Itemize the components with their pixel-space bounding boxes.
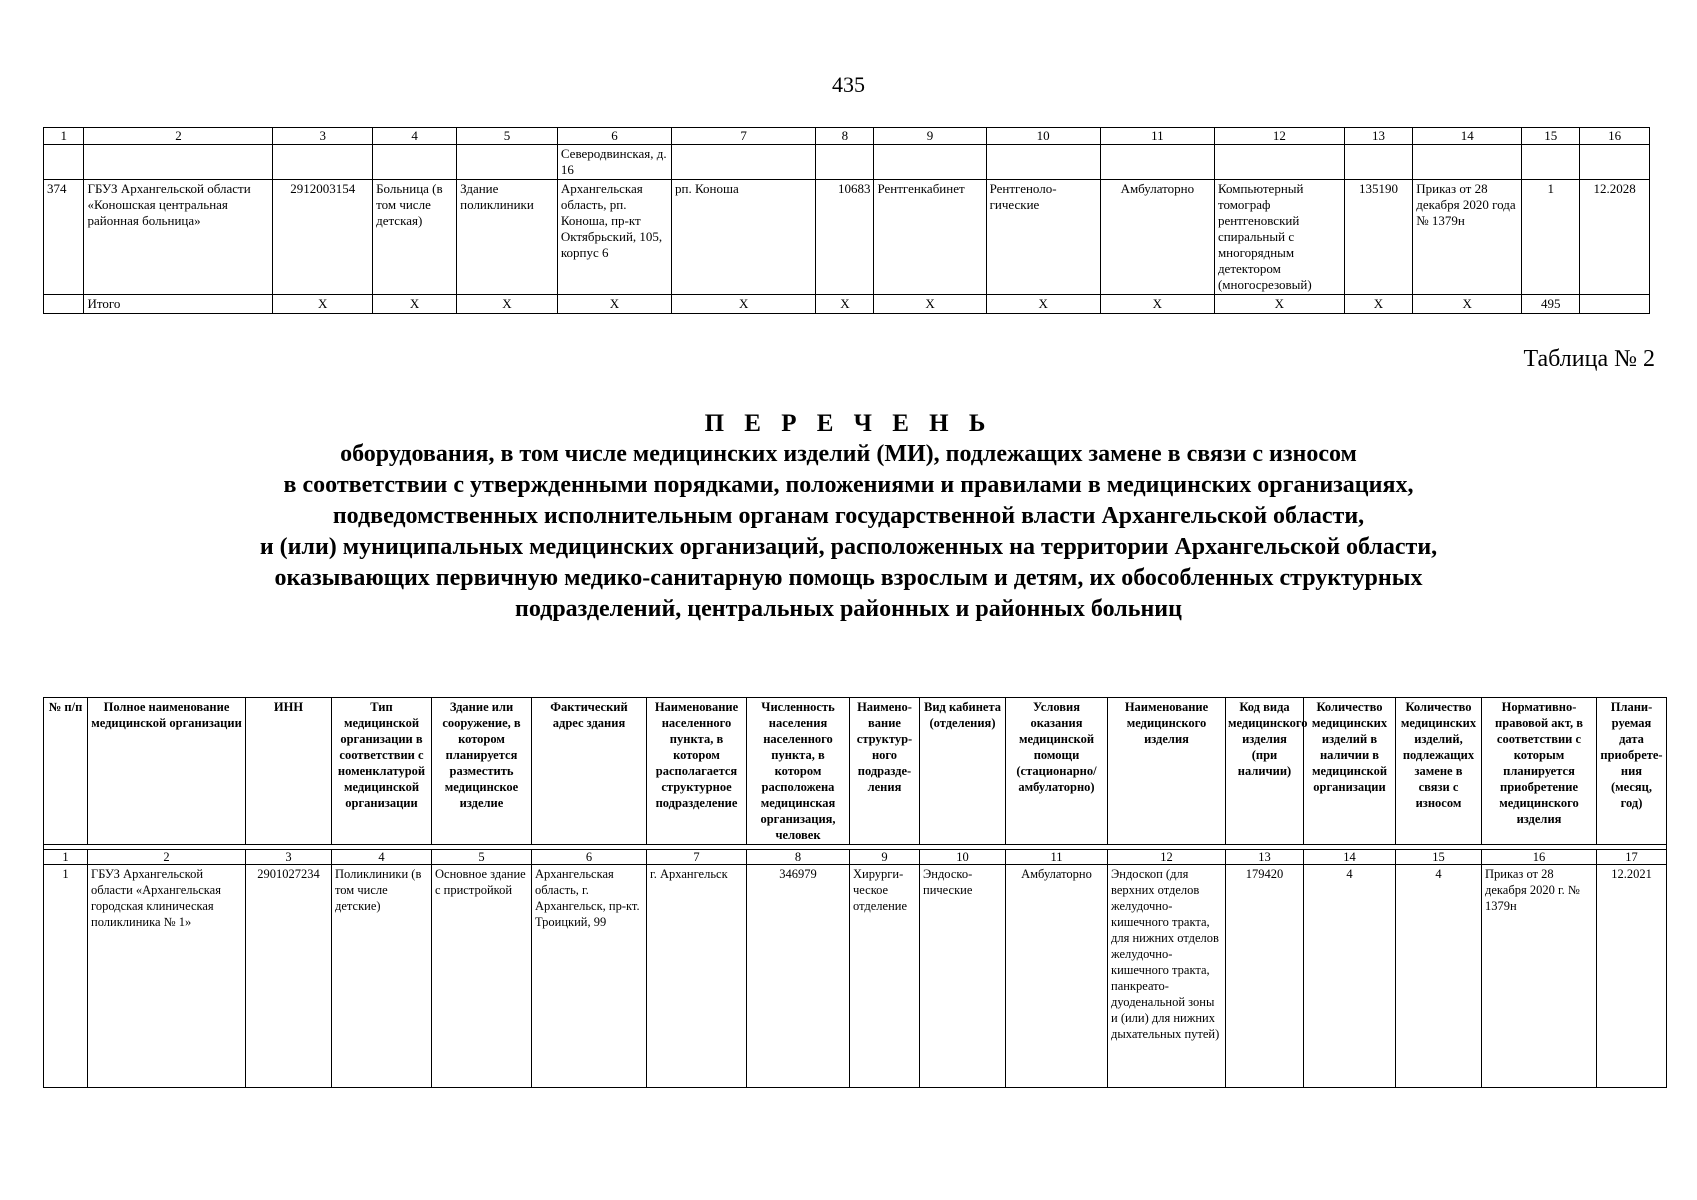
x-mark: X — [874, 295, 986, 314]
column-number: 3 — [246, 850, 332, 865]
column-number: 2 — [88, 850, 246, 865]
column-number: 1 — [44, 128, 84, 145]
inn-cell: 2901027234 — [246, 865, 332, 1088]
room-type-cell: Рентгеноло-гические — [986, 180, 1100, 295]
column-number: 8 — [747, 850, 850, 865]
column-number-row — [44, 128, 1650, 145]
x-mark: X — [1413, 295, 1522, 314]
date-cell: 12.2021 — [1597, 865, 1667, 1088]
column-number: 4 — [373, 128, 457, 145]
column-number: 1 — [44, 850, 88, 865]
column-number: 12 — [1108, 850, 1226, 865]
title-heading: П Е Р Е Ч Е Н Ь — [704, 410, 993, 437]
x-mark: X — [1344, 295, 1413, 314]
row-number: 1 — [44, 865, 88, 1088]
settlement-cell: рп. Коноша — [672, 180, 816, 295]
org-type-cell: Поликлиники (в том числе детские) — [332, 865, 432, 1088]
column-number: 4 — [332, 850, 432, 865]
column-number: 7 — [647, 850, 747, 865]
column-number: 10 — [986, 128, 1100, 145]
conditions-cell: Амбулаторно — [1006, 865, 1108, 1088]
column-number: 16 — [1580, 128, 1650, 145]
qty-cell: 1 — [1522, 180, 1580, 295]
title-line: подведомственных исполнительным органам государственной власти Архангельской области, — [332, 503, 1365, 529]
settlement-cell: г. Архангельск — [647, 865, 747, 1088]
code-cell: 179420 — [1226, 865, 1304, 1088]
column-number: 3 — [273, 128, 373, 145]
unit-cell: Рентгенкабинет — [874, 180, 986, 295]
column-number: 14 — [1413, 128, 1522, 145]
column-header: Нормативно-правовой акт, в соответствии с которым планируется приобретение медицинского изделия — [1482, 698, 1597, 845]
column-number: 15 — [1396, 850, 1482, 865]
code-cell: 135190 — [1344, 180, 1413, 295]
title-line: оборудования, в том числе медицинских изделий (МИ), подлежащих замене в связи с износом — [340, 441, 1357, 467]
conditions-cell: Амбулаторно — [1100, 180, 1214, 295]
column-header: Количество медицинских изделий в наличии в медицинской организации — [1304, 698, 1396, 845]
title-line: оказывающих первичную медико-санитарную помощь взрослым и детям, их обособленных структурных — [274, 565, 1423, 591]
table-row — [44, 180, 1650, 295]
x-mark: X — [373, 295, 457, 314]
x-mark: X — [1100, 295, 1214, 314]
column-number-row — [44, 850, 1667, 865]
column-header: № п/п — [44, 698, 88, 845]
address-cell: Северодвинская, д. 16 — [557, 145, 671, 180]
table-row — [44, 145, 1650, 180]
column-header: Наименование населенного пункта, в котором располагается структурное подразделение — [647, 698, 747, 845]
address-cell: Архангельская область, г. Архангельск, пр-кт. Троицкий, 99 — [532, 865, 647, 1088]
population-cell: 346979 — [747, 865, 850, 1088]
column-header: Фактический адрес здания — [532, 698, 647, 845]
column-header: Условия оказания медицинской помощи (стационарно/ амбулаторно) — [1006, 698, 1108, 845]
column-number: 9 — [850, 850, 920, 865]
equipment-table-continued — [43, 127, 1650, 314]
page-number: 435 — [832, 72, 865, 97]
column-number: 11 — [1006, 850, 1108, 865]
building-cell: Основное здание с пристройкой — [432, 865, 532, 1088]
total-row — [44, 295, 1650, 314]
column-header: Тип медицинской организации в соответствии с номенклатурой медицинской организации — [332, 698, 432, 845]
column-header: ИНН — [246, 698, 332, 845]
column-number: 5 — [457, 128, 558, 145]
qty-replace-cell: 4 — [1396, 865, 1482, 1088]
column-number: 16 — [1482, 850, 1597, 865]
building-cell: Здание поликлиники — [457, 180, 558, 295]
column-number: 6 — [557, 128, 671, 145]
column-header: Вид кабинета (отделения) — [920, 698, 1006, 845]
x-mark: X — [986, 295, 1100, 314]
device-cell: Компьютерный томограф рентгеновский спиральный с многорядным детектором (многосрезовый) — [1214, 180, 1344, 295]
column-number: 15 — [1522, 128, 1580, 145]
row-number: 374 — [44, 180, 84, 295]
column-header: Количество медицинских изделий, подлежащих замене в связи с износом — [1396, 698, 1482, 845]
column-number: 5 — [432, 850, 532, 865]
x-mark: X — [557, 295, 671, 314]
x-mark: X — [273, 295, 373, 314]
column-number: 10 — [920, 850, 1006, 865]
table-label: Таблица № 2 — [1523, 346, 1655, 372]
act-cell: Приказ от 28 декабря 2020 г. № 1379н — [1482, 865, 1597, 1088]
document-title — [0, 408, 1697, 625]
address-cell: Архангельская область, рп. Коноша, пр-кт Октябрьский, 105, корпус 6 — [557, 180, 671, 295]
x-mark: X — [672, 295, 816, 314]
room-type-cell: Эндоско-пические — [920, 865, 1006, 1088]
org-name-cell: ГБУЗ Архангельской области «Коношская центральная районная больница» — [84, 180, 273, 295]
column-number: 12 — [1214, 128, 1344, 145]
column-header: Полное наименование медицинской организации — [88, 698, 246, 845]
act-cell: Приказ от 28 декабря 2020 года № 1379н — [1413, 180, 1522, 295]
column-number: 9 — [874, 128, 986, 145]
x-mark: X — [1214, 295, 1344, 314]
total-label: Итого — [84, 295, 273, 314]
column-number: 13 — [1344, 128, 1413, 145]
column-number: 6 — [532, 850, 647, 865]
org-name-cell: ГБУЗ Архангельской области «Архангельская городская клиническая поликлиника № 1» — [88, 865, 246, 1088]
column-header: Плани-руемая дата приобрете-ния (месяц, год) — [1597, 698, 1667, 845]
column-number: 13 — [1226, 850, 1304, 865]
header-row — [44, 698, 1667, 845]
column-number: 17 — [1597, 850, 1667, 865]
qty-have-cell: 4 — [1304, 865, 1396, 1088]
title-line: в соответствии с утвержденными порядками, положениями и правилами в медицинских организациях, — [283, 472, 1414, 498]
population-cell: 10683 — [816, 180, 874, 295]
org-type-cell: Больница (в том числе детская) — [373, 180, 457, 295]
column-number: 8 — [816, 128, 874, 145]
title-line: и (или) муниципальных медицинских организаций, расположенных на территории Архангельской области, — [259, 534, 1438, 560]
column-number: 14 — [1304, 850, 1396, 865]
equipment-table-2 — [43, 697, 1667, 1088]
unit-cell: Хирурги-ческое отделение — [850, 865, 920, 1088]
title-line: подразделений, центральных районных и районных больниц — [515, 596, 1182, 622]
column-header: Код вида медицинского изделия (при наличии) — [1226, 698, 1304, 845]
x-mark: X — [816, 295, 874, 314]
total-sum: 495 — [1522, 295, 1580, 314]
column-header: Здание или сооружение, в котором планируется разместить медицинское изделие — [432, 698, 532, 845]
inn-cell: 2912003154 — [273, 180, 373, 295]
device-cell: Эндоскоп (для верхних отделов желудочно-кишечного тракта, для нижних отделов желудочно-кишечного тракта, панкреато-дуоденальной зоны и (или) для нижних дыхательных путей) — [1108, 865, 1226, 1088]
column-number: 11 — [1100, 128, 1214, 145]
x-mark: X — [457, 295, 558, 314]
column-header: Численность населения населенного пункта, в котором расположена медицинская организация, человек — [747, 698, 850, 845]
column-number: 7 — [672, 128, 816, 145]
column-header: Наименование медицинского изделия — [1108, 698, 1226, 845]
column-number: 2 — [84, 128, 273, 145]
date-cell: 12.2028 — [1580, 180, 1650, 295]
table-row — [44, 865, 1667, 1088]
column-header: Наимено-вание структур-ного подразде-ления — [850, 698, 920, 845]
